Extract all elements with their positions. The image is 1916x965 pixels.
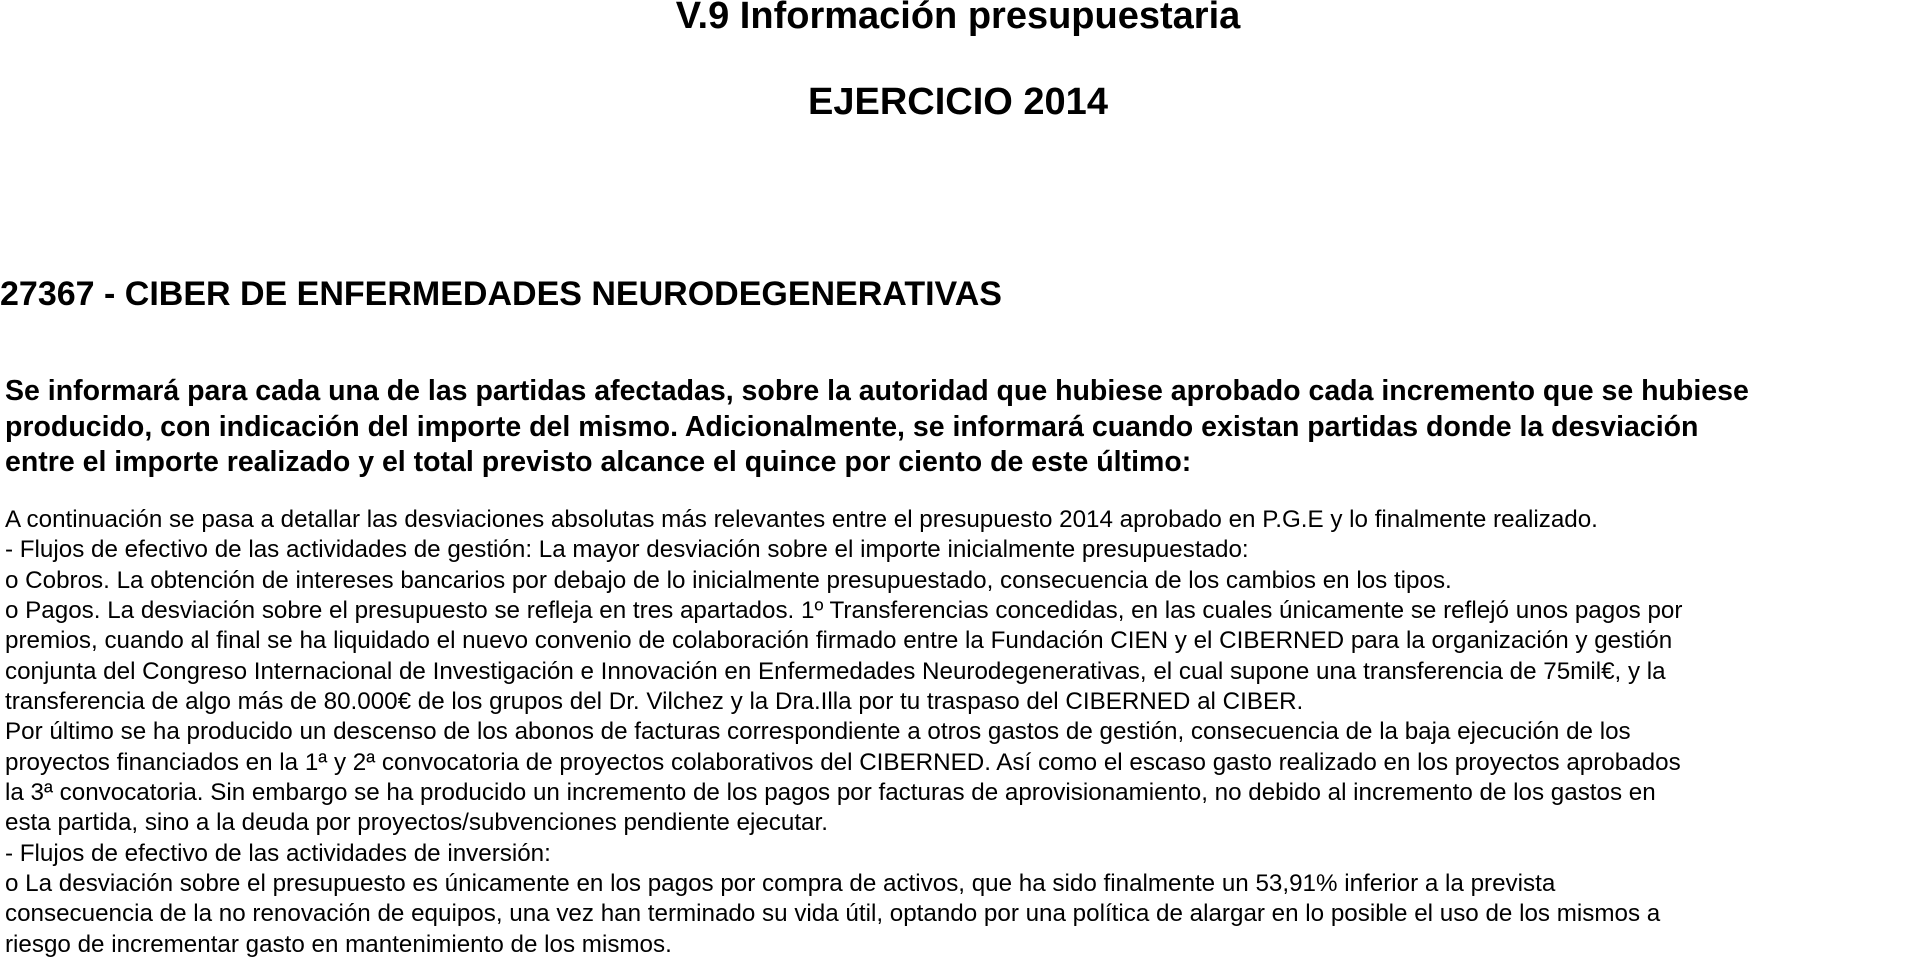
instructions-line: entre el importe realizado y el total previsto alcance el quince por ciento de este último: (5, 446, 1192, 478)
instructions-line: Se informará para cada una de las partidas afectadas, sobre la autoridad que hubiese aprobado cada incremento que se hubiese (5, 375, 1749, 407)
fiscal-year-title: EJERCICIO 2014 (808, 81, 1108, 123)
body-line: riesgo de incrementar gasto en mantenimiento de los mismos. (5, 930, 672, 958)
body-line: A continuación se pasa a detallar las desviaciones absolutas más relevantes entre el presupuesto 2014 aprobado en P.G.E y lo finalmente realizado. (5, 506, 1598, 533)
body-line: - Flujos de efectivo de las actividades de inversión: (5, 839, 551, 867)
instructions-line: producido, con indicación del importe del mismo. Adicionalmente, se informará cuando existan partidas donde la desviación (5, 410, 1699, 443)
body-line: esta partida, sino a la deuda por proyectos/subvenciones pendiente ejecutar. (5, 809, 828, 837)
body-line: transferencia de algo más de 80.000€ de los grupos del Dr. Vilchez y la Dra.Illa por tu traspaso del CIBERNED al CIBER. (5, 688, 1304, 716)
body-line: conjunta del Congreso Internacional de Investigación e Innovación en Enfermedades Neurodegenerativas, el cual supone una transferencia de 75mil€, y la (5, 657, 1666, 685)
instructions-paragraph (5, 374, 1913, 481)
body-line: Por último se ha producido un descenso de los abonos de facturas correspondiente a otros gastos de gestión, consecuencia de la baja ejecución de los (5, 718, 1631, 746)
body-line: o Cobros. La obtención de intereses bancarios por debajo de lo inicialmente presupuestado, consecuencia de los cambios en los tipos. (5, 566, 1452, 594)
body-line: proyectos financiados en la 1ª y 2ª convocatoria de proyectos colaborativos del CIBERNED. Así como el escaso gasto realizado en los proyectos aprobados (5, 748, 1681, 776)
body-line: - Flujos de efectivo de las actividades de gestión: La mayor desviación sobre el importe inicialmente presupuestado: (5, 536, 1249, 564)
deviation-explanation (5, 505, 1913, 960)
body-line: consecuencia de la no renovación de equipos, una vez han terminado su vida útil, optando por una política de alargar en lo posible el uso de los mismos a (5, 900, 1661, 928)
page-title: V.9 Información presupuestaria (675, 0, 1241, 37)
body-line: premios, cuando al final se ha liquidado el nuevo convenio de colaboración firmado entre la Fundación CIEN y el CIBERNED para la organización y gestión (5, 627, 1673, 655)
entity-heading: 27367 - CIBER DE ENFERMEDADES NEURODEGENERATIVAS (0, 275, 1002, 313)
body-line: o Pagos. La desviación sobre el presupuesto se refleja en tres apartados. 1º Transferencias concedidas, en las cuales únicamente se reflejó unos pagos por (5, 597, 1683, 625)
body-line: la 3ª convocatoria. Sin embargo se ha producido un incremento de los pagos por facturas de aprovisionamiento, no debido al incremento de los gastos en (5, 779, 1656, 807)
body-line: o La desviación sobre el presupuesto es únicamente en los pagos por compra de activos, que ha sido finalmente un 53,91% inferior a la prevista (5, 870, 1556, 898)
